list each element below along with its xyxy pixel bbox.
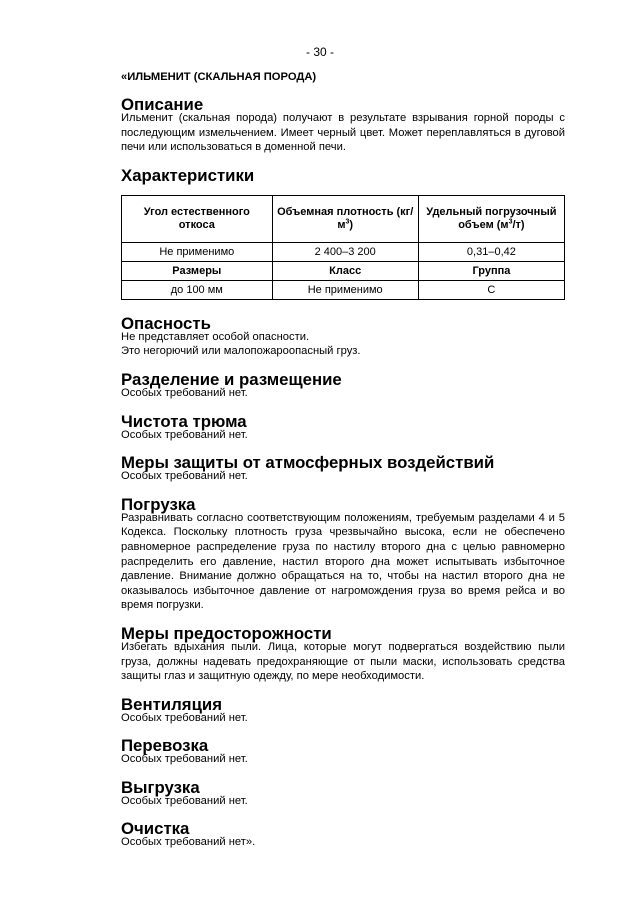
section-carriage bbox=[121, 736, 565, 767]
document-title: «ИЛЬМЕНИТ (СКАЛЬНАЯ ПОРОДА) bbox=[121, 71, 317, 83]
section-description bbox=[121, 95, 565, 155]
section-heading: Характеристики bbox=[121, 165, 255, 185]
section-text: Особых требований нет. bbox=[121, 753, 248, 766]
table-header-row bbox=[122, 195, 565, 242]
section-text: Особых требований нет. bbox=[121, 428, 248, 441]
section-heading: Вентиляция bbox=[121, 694, 222, 714]
section-ventilation bbox=[121, 694, 565, 726]
header-cell-density bbox=[272, 195, 418, 242]
section-heading: Опасность bbox=[121, 313, 211, 333]
section-hazard bbox=[121, 313, 565, 359]
section-heading: Погрузка bbox=[121, 494, 196, 514]
subheader-cell: Размеры bbox=[122, 261, 273, 280]
section-heading: Выгрузка bbox=[121, 777, 200, 797]
table-cell: Не применимо bbox=[122, 242, 273, 261]
section-text: Это негорючий или малопожароопасный груз. bbox=[121, 345, 361, 358]
table-row bbox=[122, 280, 565, 299]
section-text: Особых требований нет. bbox=[121, 386, 248, 399]
header-density-text: Объемная плотность (кг/м bbox=[277, 205, 414, 231]
table-cell: 0,31–0,42 bbox=[418, 242, 564, 261]
section-clean-up bbox=[121, 819, 565, 850]
section-loading bbox=[121, 494, 565, 613]
table-subheader-row bbox=[122, 261, 565, 280]
header-cell-angle: Угол естественного откоса bbox=[122, 195, 273, 242]
document-body bbox=[121, 70, 565, 850]
subheader-cell: Группа bbox=[418, 261, 564, 280]
header-density-sup: 3 bbox=[345, 218, 350, 226]
section-text: Ильменит (скальная порода) получают в результате взрывания горной породы с последующим измельчением. Имеет черный цвет. Может переплавляться в дуговой печи или использоваться в доменной печи. bbox=[121, 112, 565, 154]
table-cell: C bbox=[418, 280, 564, 299]
section-heading: Описание bbox=[121, 95, 204, 114]
table-cell: Не применимо bbox=[272, 280, 418, 299]
section-weather-precautions bbox=[121, 453, 565, 484]
section-hold-cleanliness bbox=[121, 411, 565, 443]
section-text: Особых требований нет. bbox=[121, 470, 248, 483]
section-text: Особых требований нет». bbox=[121, 836, 256, 849]
section-text: Разравнивать согласно соответствующим положениям, требуемым разделами 4 и 5 Кодекса. Поскольку плотность груза чрезвычайно высока, если не обеспечено равномерное распределение груза по настилу второго дна с целью равномерно распределить его давление, настил второго дна может испытывать избыточное давление. Внимание должно обращаться на то, чтобы на настил второго дна не оказывалось избыточное давление от нагромождения груза во время рейса и во время погрузки. bbox=[121, 511, 565, 612]
header-cell-stowage bbox=[418, 195, 564, 242]
section-precautions bbox=[121, 623, 565, 684]
table-cell: 2 400–3 200 bbox=[272, 242, 418, 261]
section-heading: Очистка bbox=[121, 819, 190, 839]
section-text: Особых требований нет. bbox=[121, 711, 248, 724]
section-heading: Разделение и размещение bbox=[121, 369, 342, 389]
section-heading: Меры защиты от атмосферных воздействий bbox=[121, 453, 495, 473]
section-text: Не представляет особой опасности. bbox=[121, 330, 310, 343]
header-stowage-sup: 3 bbox=[508, 218, 513, 226]
section-characteristics bbox=[121, 165, 565, 300]
section-segregation bbox=[121, 369, 565, 401]
section-heading: Меры предосторожности bbox=[121, 623, 332, 643]
header-density-end: ) bbox=[349, 218, 354, 231]
section-heading: Чистота трюма bbox=[121, 411, 247, 431]
section-discharge bbox=[121, 777, 565, 809]
subheader-cell: Класс bbox=[272, 261, 418, 280]
characteristics-table bbox=[121, 195, 565, 300]
section-text: Особых требований нет. bbox=[121, 794, 248, 807]
page-number: - 30 - bbox=[305, 45, 334, 59]
header-stowage-end: /т) bbox=[512, 218, 525, 231]
section-heading: Перевозка bbox=[121, 736, 209, 756]
table-row bbox=[122, 242, 565, 261]
table-cell: до 100 мм bbox=[122, 280, 273, 299]
section-text: Избегать вдыхания пыли. Лица, которые могут подвергаться воздействию пыли груза, должны надевать предохраняющие от пыли маски, использовать средства защиты глаз и защитную одежду, по мере необходимости. bbox=[121, 640, 565, 683]
header-stowage-text: Удельный погрузочный объем (м bbox=[426, 205, 557, 231]
